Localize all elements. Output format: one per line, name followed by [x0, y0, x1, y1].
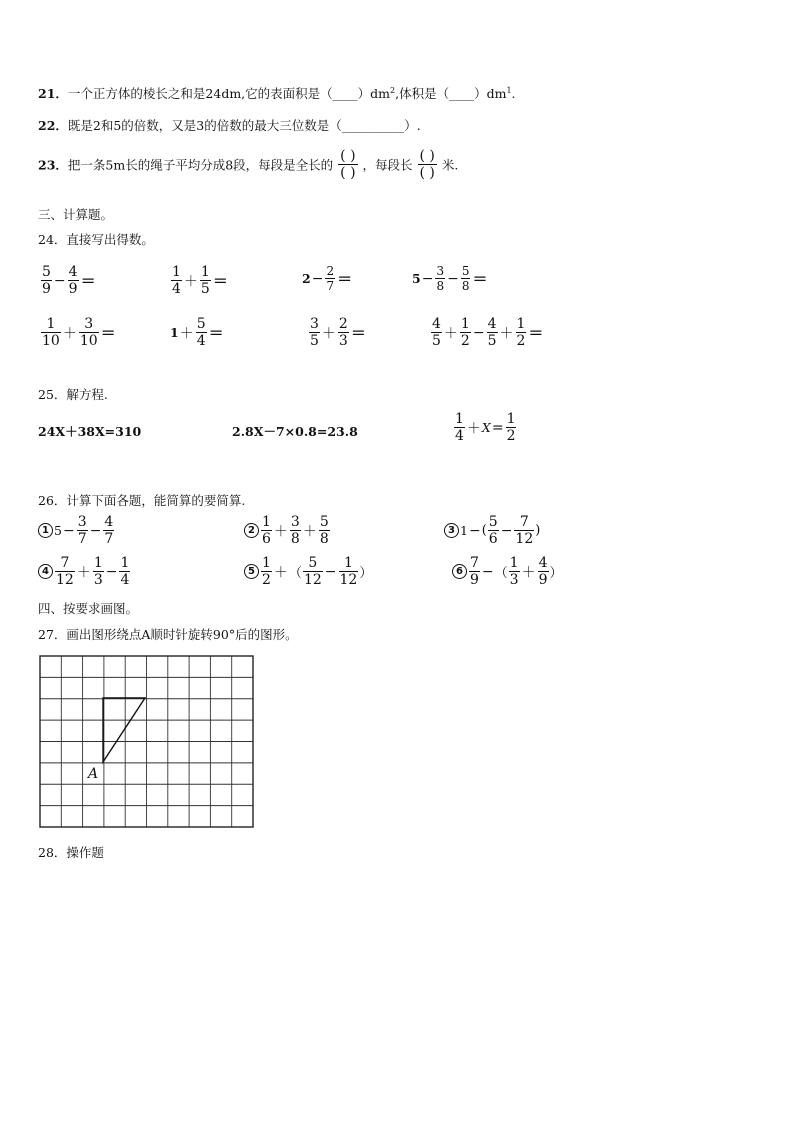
question-title: 24．直接写出得数。: [38, 232, 154, 247]
numerator: 1: [506, 411, 516, 427]
question-25-title: [38, 385, 108, 403]
numerator: 3: [310, 316, 319, 332]
numerator: 1: [509, 555, 519, 571]
equals-sign: ＝: [212, 272, 228, 290]
equation-1: [38, 422, 141, 440]
denominator: 12: [56, 572, 74, 588]
numerator: 1: [262, 555, 271, 571]
question-text: ，每段长: [362, 157, 413, 173]
grid-lines: [40, 656, 253, 827]
numerator: 1: [262, 514, 271, 530]
right-paren: ）: [359, 566, 373, 581]
operator: ＋: [273, 523, 288, 540]
numerator: 4: [68, 264, 78, 280]
section-heading: [38, 205, 113, 223]
denominator: 6: [488, 531, 498, 547]
fraction: [290, 515, 301, 546]
fraction: [261, 556, 272, 587]
operator: ＋: [521, 564, 536, 581]
denominator: 2: [516, 333, 526, 349]
fraction: [68, 265, 79, 296]
equals-sign: ＝: [80, 272, 96, 290]
integer: 2: [302, 271, 311, 286]
operator: −: [468, 522, 481, 539]
operator: −: [472, 324, 485, 341]
denominator: 3: [509, 572, 519, 588]
circled-number: 5: [244, 564, 259, 579]
expr-24-1: [40, 265, 96, 296]
fraction: [79, 317, 99, 348]
fraction: [309, 317, 320, 348]
question-24-title: [38, 230, 154, 248]
numerator: 3: [290, 514, 300, 530]
equation-text: 2.8X－7×0.8=23.8: [232, 424, 358, 439]
operator: −: [447, 270, 459, 287]
operator: −: [421, 270, 434, 287]
fraction: [514, 515, 534, 546]
fraction: [200, 265, 211, 296]
operator: −: [62, 522, 75, 539]
numerator: 3: [77, 514, 87, 530]
fraction: [460, 317, 471, 348]
denominator: 8: [436, 279, 445, 293]
numerator: 2: [338, 316, 348, 332]
question-text: 把一条5m长的绳子平均分成8段，每段是全长的: [67, 157, 334, 173]
denominator: 2: [506, 428, 516, 444]
equals-sign: ＝: [208, 324, 224, 342]
denominator: 8: [319, 531, 329, 547]
section-title: 四、按要求画图。: [38, 601, 139, 616]
numerator: 7: [470, 555, 479, 571]
operator: ＋: [321, 325, 336, 342]
fraction: [538, 556, 549, 587]
equation-2: [232, 422, 358, 440]
denominator: 8: [290, 531, 300, 547]
expr-24-3: [302, 265, 352, 292]
denominator-blank: ( ): [419, 165, 435, 181]
unit-text: ）dm: [357, 86, 391, 101]
equals-sign: ＝: [528, 324, 544, 342]
fraction: [488, 515, 499, 546]
denominator: 9: [42, 281, 51, 297]
exponent: 1: [506, 85, 512, 95]
denominator: 3: [338, 333, 348, 349]
grid-figure[interactable]: [38, 654, 256, 830]
equals-sign: ＝: [100, 324, 116, 342]
fraction: [461, 265, 471, 292]
fraction: [196, 317, 207, 348]
denominator: 5: [432, 333, 441, 349]
equals-sign: ＝: [472, 270, 488, 288]
unit-text: 米.: [441, 157, 459, 173]
operator: ＋: [183, 273, 198, 290]
numerator: 1: [93, 555, 103, 571]
operator: ＋: [302, 523, 317, 540]
numerator: 1: [120, 555, 130, 571]
question-text: 一个正方体的棱长之和是24dm,它的表面积是（: [67, 86, 333, 101]
question-text: 既是2和5的倍数，又是3的倍数的最大三位数是（: [67, 118, 342, 133]
denominator: 7: [77, 531, 87, 547]
fraction: [338, 317, 349, 348]
denominator: 12: [339, 572, 358, 588]
right-paren: ): [535, 523, 541, 538]
fraction: [55, 556, 75, 587]
question-23: [38, 148, 458, 181]
denominator: 4: [172, 281, 181, 297]
question-22: [38, 116, 421, 134]
numerator: 7: [60, 555, 70, 571]
calc-26-4: [38, 556, 131, 587]
denominator: 5: [310, 333, 319, 349]
exponent: 2: [390, 85, 396, 95]
answer-blank[interactable]: ____: [332, 86, 358, 101]
denominator: 8: [461, 279, 470, 293]
numerator: 3: [84, 316, 94, 332]
calc-26-1: [38, 515, 115, 546]
question-number: 22．: [38, 118, 68, 133]
question-text: ,体积是（: [395, 86, 450, 101]
expr-24-8: [430, 317, 543, 348]
fraction: [77, 515, 88, 546]
equation-text: 24X＋38X=310: [38, 424, 142, 439]
numerator: 5: [461, 264, 470, 278]
numerator-blank: ( ): [340, 148, 356, 164]
point-a-label: A: [88, 766, 99, 782]
integer: 5: [412, 271, 421, 286]
question-number: 21．: [38, 86, 68, 101]
expr-24-6: [170, 317, 224, 348]
numerator: 1: [460, 316, 470, 332]
expr-24-4: [412, 265, 487, 292]
question-21: [38, 84, 516, 102]
fraction: [93, 556, 104, 587]
denominator: 4: [196, 333, 206, 349]
integer: 5: [54, 523, 62, 538]
fraction: [516, 317, 527, 348]
circled-number: 1: [38, 523, 53, 538]
fraction-answer-blank[interactable]: [418, 148, 437, 181]
denominator: 2: [460, 333, 470, 349]
left-paren: （: [288, 566, 302, 581]
calc-26-5: [244, 556, 372, 587]
operator: −: [89, 522, 102, 539]
operator: ＋: [443, 325, 458, 342]
numerator: 1: [200, 264, 210, 280]
denominator: 2: [262, 572, 271, 588]
numerator: 5: [319, 514, 329, 530]
integer: 1: [170, 325, 179, 340]
denominator: 6: [262, 531, 271, 547]
circled-number: 6: [452, 564, 467, 579]
operator: −: [311, 270, 324, 287]
integer: 1: [460, 523, 468, 538]
numerator: 5: [196, 316, 206, 332]
fraction: [261, 515, 272, 546]
numerator: 4: [104, 514, 114, 530]
left-paren: （: [494, 566, 508, 581]
operator: −: [500, 522, 513, 539]
denominator: 10: [79, 333, 98, 349]
numerator: 5: [308, 555, 318, 571]
numerator: 4: [538, 555, 548, 571]
denominator: 5: [487, 333, 497, 349]
fraction-answer-blank[interactable]: [338, 148, 357, 181]
question-title: 27．画出图形绕点A顺时针旋转90°后的图形。: [38, 627, 298, 642]
section-title: 三、计算题。: [38, 207, 114, 222]
denominator: 10: [42, 333, 60, 349]
fraction: [319, 515, 330, 546]
numerator-blank: ( ): [419, 148, 435, 164]
numerator: 5: [42, 264, 51, 280]
operator: ＋: [273, 564, 288, 581]
answer-blank[interactable]: __________: [341, 118, 405, 133]
fraction: [435, 265, 445, 292]
equals-sign: ＝: [337, 270, 353, 288]
section-heading: [38, 599, 138, 617]
denominator: 4: [455, 428, 464, 444]
denominator: 12: [515, 531, 534, 547]
fraction: [119, 556, 130, 587]
expr-24-7: [308, 317, 366, 348]
circled-number: 2: [244, 523, 259, 538]
operator: ＋: [499, 325, 514, 342]
operator: ＋: [466, 420, 481, 437]
denominator: 12: [303, 572, 322, 588]
denominator: 9: [538, 572, 548, 588]
question-28-title: [38, 843, 104, 861]
numerator: 1: [455, 411, 464, 427]
expr-24-2: [170, 265, 228, 296]
calc-26-6: [452, 556, 563, 587]
fraction: [431, 317, 442, 348]
operator: −: [53, 272, 66, 289]
fraction: [325, 265, 335, 292]
operator: −: [481, 563, 494, 580]
denominator: 4: [120, 572, 130, 588]
numerator: 4: [487, 316, 497, 332]
fraction: [469, 556, 480, 587]
question-title: 26．计算下面各题，能简算的要简算.: [38, 493, 246, 508]
circled-number: 3: [444, 523, 459, 538]
calc-26-3: [444, 515, 540, 546]
fraction: [454, 412, 465, 443]
circled-number: 4: [38, 564, 53, 579]
numerator: 1: [172, 264, 181, 280]
operator: ＋: [76, 564, 91, 581]
denominator: 9: [68, 281, 78, 297]
equals-sign: =: [491, 419, 504, 436]
fraction: [41, 317, 61, 348]
fraction: [171, 265, 182, 296]
numerator: 7: [519, 514, 529, 530]
operator: ＋: [179, 325, 194, 342]
answer-blank[interactable]: ____: [449, 86, 475, 101]
fraction: [339, 556, 359, 587]
operator: −: [324, 563, 337, 580]
question-number: 23．: [38, 157, 68, 173]
operator: ＋: [62, 325, 77, 342]
question-27-title: [38, 625, 298, 643]
punctuation: .: [511, 86, 516, 101]
denominator-blank: ( ): [340, 165, 356, 181]
numerator: 3: [436, 264, 445, 278]
question-26-title: [38, 491, 245, 509]
question-title: 28．操作题: [38, 845, 104, 860]
equals-sign: ＝: [350, 324, 366, 342]
numerator: 1: [516, 316, 526, 332]
fraction: [41, 265, 52, 296]
variable: X: [481, 420, 491, 435]
unit-text: ）dm: [474, 86, 507, 101]
denominator: 9: [470, 572, 479, 588]
denominator: 7: [326, 279, 335, 293]
denominator: 5: [200, 281, 210, 297]
denominator: 7: [104, 531, 114, 547]
denominator: 3: [93, 572, 103, 588]
fraction: [487, 317, 498, 348]
numerator: 1: [46, 316, 56, 332]
triangle-shape: [103, 698, 145, 762]
left-paren: (: [481, 523, 487, 538]
question-text: ）.: [404, 118, 421, 133]
operator: −: [105, 563, 118, 580]
calc-26-2: [244, 515, 331, 546]
fraction: [506, 412, 517, 443]
question-title: 25．解方程.: [38, 387, 108, 402]
fraction: [509, 556, 520, 587]
expr-24-5: [40, 317, 116, 348]
right-paren: ）: [549, 566, 563, 581]
numerator: 1: [343, 555, 353, 571]
numerator: 4: [432, 316, 441, 332]
fraction: [103, 515, 114, 546]
fraction: [303, 556, 323, 587]
equation-3: [453, 412, 517, 443]
numerator: 2: [326, 264, 335, 278]
numerator: 5: [488, 514, 498, 530]
